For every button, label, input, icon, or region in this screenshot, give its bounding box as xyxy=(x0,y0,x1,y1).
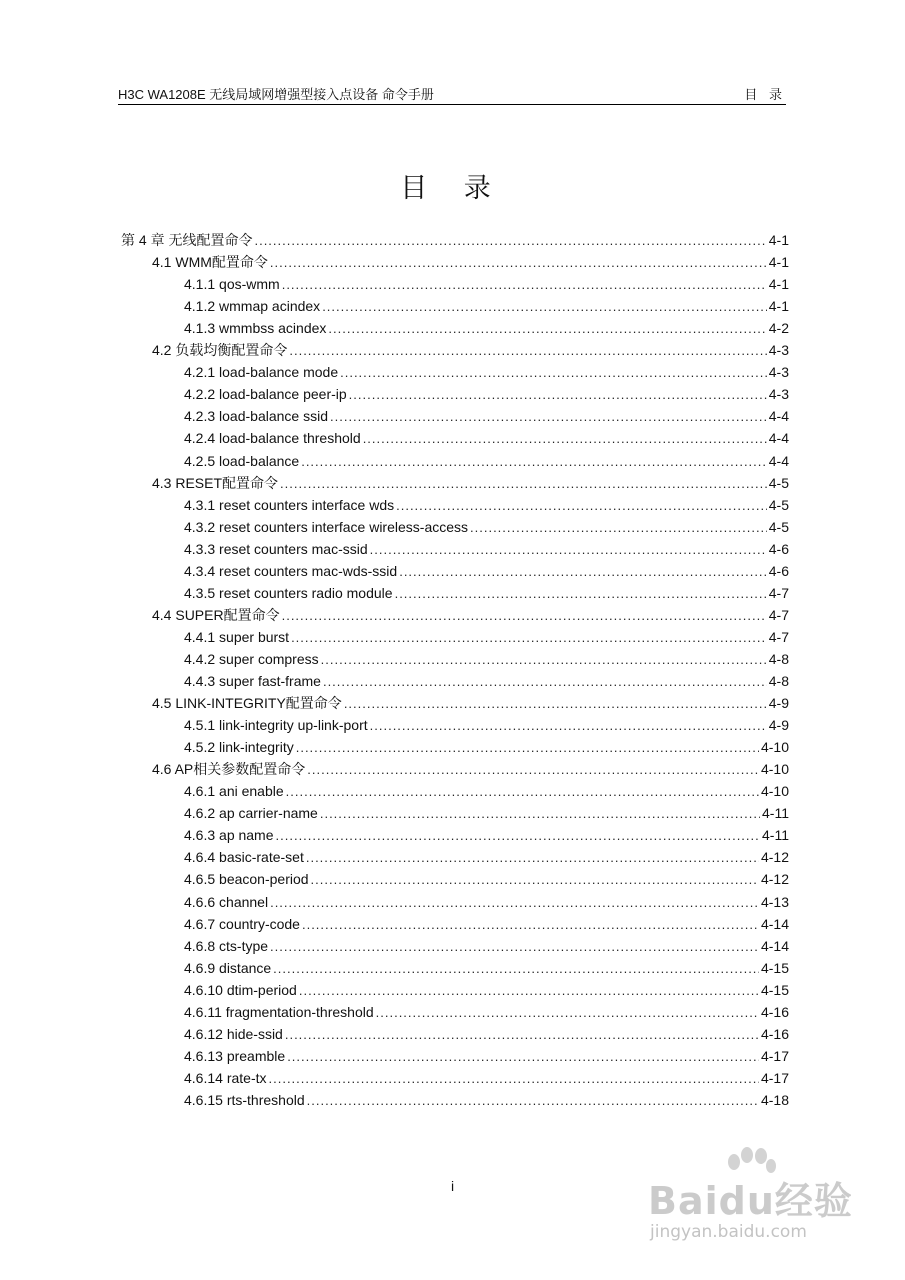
toc-leader-dots xyxy=(311,869,759,891)
toc-entry-page: 4-16 xyxy=(760,1025,789,1042)
toc-leader-dots xyxy=(322,296,767,318)
toc-entry[interactable] xyxy=(184,1067,789,1089)
toc-entry-page: 4-18 xyxy=(760,1091,789,1108)
toc-entry-title: 4.5.2 link-integrity xyxy=(184,739,294,756)
toc-entry[interactable] xyxy=(184,891,789,913)
toc-leader-dots xyxy=(321,649,767,671)
toc-leader-dots xyxy=(307,1090,759,1112)
toc-entry[interactable] xyxy=(184,714,789,736)
toc-entry-title: 4.6.2 ap carrier-name xyxy=(184,805,318,822)
toc-entry-title: 4.6.7 country-code xyxy=(184,915,300,932)
page-number: i xyxy=(450,1178,455,1194)
toc-entry-page: 4-1 xyxy=(768,232,789,248)
toc-leader-dots xyxy=(323,671,767,693)
toc-entry[interactable] xyxy=(184,516,789,538)
toc-entry-title: 4.6.6 channel xyxy=(184,893,269,910)
toc-entry[interactable] xyxy=(184,1045,789,1067)
toc-entry-title: 4.6.11 fragmentation-threshold xyxy=(184,1003,374,1020)
toc-entry[interactable] xyxy=(184,361,789,383)
toc-entry[interactable] xyxy=(184,913,789,935)
toc-entry-title: 4.5 LINK-INTEGRITY配置命令 xyxy=(152,695,342,712)
toc-entry-page: 4-7 xyxy=(768,606,789,623)
toc-entry-page: 4-3 xyxy=(768,386,789,403)
toc-entry[interactable] xyxy=(152,472,789,494)
toc-leader-dots xyxy=(282,605,767,627)
toc-leader-dots xyxy=(470,517,767,539)
toc-entry[interactable] xyxy=(184,802,789,824)
watermark-url: jingyan.baidu.com xyxy=(650,1222,807,1242)
toc-leader-dots xyxy=(370,715,767,737)
toc-leader-dots xyxy=(399,561,767,583)
toc-entry[interactable] xyxy=(184,780,789,802)
toc-leader-dots xyxy=(299,980,759,1002)
toc-entry-page: 4-15 xyxy=(760,959,789,976)
toc-entry[interactable] xyxy=(184,273,789,295)
toc-leader-dots xyxy=(363,428,767,450)
toc-entry-page: 4-1 xyxy=(768,276,789,293)
toc-entry-title: 4.6.15 rts-threshold xyxy=(184,1091,305,1108)
toc-entry-page: 4-5 xyxy=(768,496,789,513)
toc-entry[interactable] xyxy=(184,648,789,670)
toc-leader-dots xyxy=(307,759,759,781)
toc-entry-title: 4.2 负载均衡配置命令 xyxy=(152,342,288,359)
toc-entry-title: 4.6.3 ap name xyxy=(184,827,274,844)
toc-entry-page: 4-13 xyxy=(760,893,789,910)
toc-entry-title: 4.2.2 load-balance peer-ip xyxy=(184,386,347,403)
toc-entry-title: 4.2.4 load-balance threshold xyxy=(184,430,361,447)
toc-entry-page: 4-10 xyxy=(760,761,789,778)
toc-leader-dots xyxy=(289,340,766,362)
toc-leader-dots xyxy=(270,936,759,958)
toc-entry-title: 4.6.5 beacon-period xyxy=(184,871,309,888)
toc-leader-dots xyxy=(395,583,767,605)
toc-entry-title: 4.2.5 load-balance xyxy=(184,452,300,469)
toc-entry-title: 4.4 SUPER配置命令 xyxy=(152,606,280,623)
toc-leader-dots xyxy=(276,825,761,847)
toc-entry[interactable] xyxy=(184,1023,789,1045)
toc-entry-title: 4.6.4 basic-rate-set xyxy=(184,849,304,866)
toc-leader-dots xyxy=(349,384,767,406)
toc-entry-title: 第 4 章 无线配置命令 xyxy=(121,232,253,248)
toc-entry[interactable] xyxy=(152,251,789,273)
toc-leader-dots xyxy=(340,362,767,384)
toc-entry[interactable] xyxy=(184,935,789,957)
toc-leader-dots xyxy=(270,252,767,274)
toc-leader-dots xyxy=(269,1068,759,1090)
toc-entry-page: 4-7 xyxy=(768,628,789,645)
toc-entry[interactable] xyxy=(184,494,789,516)
toc-entry[interactable] xyxy=(184,383,789,405)
header-document-title: H3C WA1208E 无线局域网增强型接入点设备 命令手册 xyxy=(118,87,434,102)
toc-entry-title: 4.4.2 super compress xyxy=(184,650,319,667)
toc-entry-page: 4-9 xyxy=(768,695,789,712)
toc-leader-dots xyxy=(344,693,767,715)
toc-entry-page: 4-15 xyxy=(760,981,789,998)
toc-entry[interactable] xyxy=(184,405,789,427)
toc-entry-title: 4.1.1 qos-wmm xyxy=(184,276,280,293)
toc-entry-title: 4.6.9 distance xyxy=(184,959,272,976)
header-section-title: 目 录 xyxy=(744,87,786,102)
toc-leader-dots xyxy=(286,781,759,803)
toc-leader-dots xyxy=(291,627,767,649)
toc-entry-page: 4-1 xyxy=(768,298,789,315)
page-header xyxy=(118,86,786,105)
toc-entry-page: 4-9 xyxy=(768,717,789,734)
toc-entry-page: 4-5 xyxy=(768,518,789,535)
toc-entry-title: 4.1.3 wmmbss acindex xyxy=(184,320,327,337)
toc-entry-title: 4.2.1 load-balance mode xyxy=(184,364,339,381)
toc-entry-page: 4-8 xyxy=(768,673,789,689)
toc-entry-title: 4.6.10 dtim-period xyxy=(184,981,297,998)
toc-leader-dots xyxy=(287,1046,759,1068)
toc-entry-title: 4.4.3 super fast-frame xyxy=(184,673,321,689)
toc-entry[interactable] xyxy=(184,979,789,1001)
page-title: 目 录 xyxy=(400,173,505,204)
toc-leader-dots xyxy=(320,803,760,825)
toc-entry-page: 4-6 xyxy=(768,562,789,579)
toc-entry-page: 4-11 xyxy=(762,827,789,844)
toc-entry-page: 4-11 xyxy=(762,805,789,822)
toc-entry[interactable] xyxy=(152,758,789,780)
toc-entry-title: 4.2.3 load-balance ssid xyxy=(184,408,328,425)
toc-entry-page: 4-7 xyxy=(768,584,789,601)
toc-leader-dots xyxy=(328,318,766,340)
toc-entry-page: 4-17 xyxy=(760,1047,789,1064)
toc-entry-title: 4.6.8 cts-type xyxy=(184,937,269,954)
toc-entry-page: 4-4 xyxy=(768,452,789,469)
toc-entry[interactable] xyxy=(184,538,789,560)
toc-leader-dots xyxy=(396,495,767,517)
toc-entry[interactable] xyxy=(184,317,789,339)
toc-entry-page: 4-3 xyxy=(768,342,789,359)
toc-entry-title: 4.4.1 super burst xyxy=(184,628,290,645)
toc-leader-dots xyxy=(282,274,767,296)
toc-leader-dots xyxy=(370,539,767,561)
watermark-brand: Baidu经验 xyxy=(648,1179,853,1223)
toc-entry[interactable] xyxy=(184,846,789,868)
toc-entry[interactable] xyxy=(184,957,789,979)
toc-leader-dots xyxy=(280,473,767,495)
toc-entry[interactable] xyxy=(184,427,789,449)
toc-entry[interactable] xyxy=(184,1089,789,1111)
toc-entry-title: 4.3 RESET配置命令 xyxy=(152,474,279,491)
toc-entry-page: 4-14 xyxy=(760,937,789,954)
toc-entry[interactable] xyxy=(152,692,789,714)
toc-leader-dots xyxy=(270,892,759,914)
toc-entry-page: 4-8 xyxy=(768,650,789,667)
toc-entry-title: 4.3.5 reset counters radio module xyxy=(184,584,393,601)
toc-entry[interactable] xyxy=(184,1001,789,1023)
toc-entry[interactable] xyxy=(184,560,789,582)
toc-entry[interactable] xyxy=(184,626,789,648)
toc-entry-title: 4.3.2 reset counters interface wireless-access xyxy=(184,518,469,535)
toc-entry-title: 4.6.1 ani enable xyxy=(184,783,284,800)
toc-entry-page: 4-12 xyxy=(760,871,789,888)
toc-entry-page: 4-12 xyxy=(760,849,789,866)
toc-entry-title: 4.3.4 reset counters mac-wds-ssid xyxy=(184,562,398,579)
toc-entry-page: 4-5 xyxy=(768,474,789,491)
toc-entry-title: 4.6 AP相关参数配置命令 xyxy=(152,761,306,778)
baidu-watermark xyxy=(640,1146,870,1256)
toc-entry-page: 4-17 xyxy=(760,1069,789,1086)
toc-entry[interactable] xyxy=(152,339,789,361)
toc-entry-title: 4.1.2 wmmap acindex xyxy=(184,298,321,315)
toc-leader-dots xyxy=(273,958,759,980)
toc-entry-page: 4-16 xyxy=(760,1003,789,1020)
toc-leader-dots xyxy=(301,451,767,473)
toc-entry-title: 4.3.1 reset counters interface wds xyxy=(184,496,395,513)
toc-entry-title: 4.5.1 link-integrity up-link-port xyxy=(184,717,368,734)
toc-entry[interactable] xyxy=(184,868,789,890)
toc-entry[interactable] xyxy=(121,229,789,251)
toc-entry-page: 4-4 xyxy=(768,430,789,447)
toc-entry-title: 4.6.14 rate-tx xyxy=(184,1069,267,1086)
toc-entry[interactable] xyxy=(184,670,789,692)
toc-entry-page: 4-10 xyxy=(760,783,789,800)
toc-entry[interactable] xyxy=(184,736,789,758)
toc-leader-dots xyxy=(296,737,759,759)
toc-entry[interactable] xyxy=(184,582,789,604)
toc-entry-page: 4-1 xyxy=(768,254,789,271)
toc-entry-title: 4.6.13 preamble xyxy=(184,1047,286,1064)
toc-entry-title: 4.6.12 hide-ssid xyxy=(184,1025,283,1042)
toc-leader-dots xyxy=(302,914,759,936)
toc-entry[interactable] xyxy=(184,824,789,846)
toc-entry-page: 4-4 xyxy=(768,408,789,425)
toc-entry-title: 4.1 WMM配置命令 xyxy=(152,254,268,271)
toc-entry-page: 4-10 xyxy=(760,739,789,756)
toc-leader-dots xyxy=(306,847,759,869)
toc-leader-dots xyxy=(254,230,766,252)
toc-entry-title: 4.3.3 reset counters mac-ssid xyxy=(184,540,368,557)
toc-entry[interactable] xyxy=(184,450,789,472)
toc-leader-dots xyxy=(330,406,767,428)
toc-leader-dots xyxy=(376,1002,759,1024)
toc-entry-page: 4-6 xyxy=(768,540,789,557)
toc-entry[interactable] xyxy=(184,295,789,317)
toc-entry-page: 4-3 xyxy=(768,364,789,381)
toc-entry[interactable] xyxy=(152,604,789,626)
toc-entry-page: 4-14 xyxy=(760,915,789,932)
toc-leader-dots xyxy=(285,1024,759,1046)
toc-entry-page: 4-2 xyxy=(768,320,789,337)
